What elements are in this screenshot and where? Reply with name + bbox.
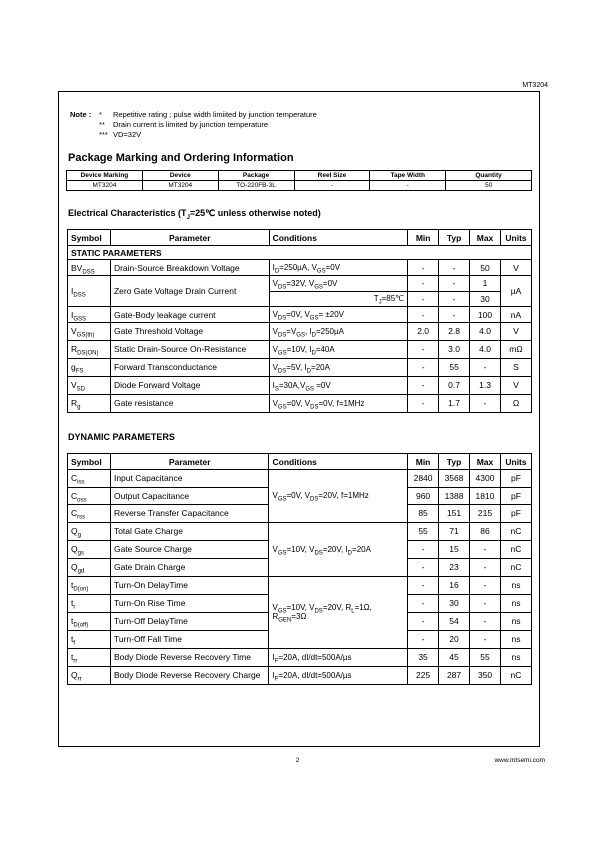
typ-cell: 1.7 [439,394,470,412]
unit-cell: µA [501,276,532,307]
dynamic-section-title: DYNAMIC PARAMETERS [68,432,175,442]
electrical-section-title: Electrical Characteristics ($T_J=25℃$ unless otherwise noted) [68,208,321,221]
max-cell: - [470,612,501,630]
table-row [68,307,532,323]
unit-cell: nC [500,558,531,576]
parameter-cell: Body Diode Reverse Recovery Time [110,648,269,666]
min-cell: 85 [408,505,439,523]
table-row [68,376,532,394]
parameter-cell: Body Diode Reverse Recovery Charge [110,666,269,684]
notes-block [70,110,317,140]
table-header-row [68,230,532,246]
symbol-cell: $I_{GSS}$ [68,307,111,323]
max-cell: 1.3 [470,376,501,394]
symbol-cell: $C_{rss}$ [68,505,111,523]
section-row [68,246,532,260]
typ-cell: 0.7 [439,376,470,394]
unit-cell: V [501,260,532,276]
col-header: Parameter [110,230,269,246]
conditions-cell: $I_F=20A$, dI/dt=500A/µs [269,666,408,684]
symbol-cell: $t_{D(on)}$ [68,576,111,594]
min-cell: - [408,630,439,648]
min-cell: 225 [408,666,439,684]
min-cell: - [408,558,439,576]
table-row [68,522,532,540]
typ-cell: 23 [439,558,470,576]
typ-cell: 3.0 [439,340,470,358]
parameter-cell: Gate Threshold Voltage [110,323,269,341]
symbol-cell: $R_{DS(ON)}$ [68,340,111,358]
col-header: Units [500,454,531,470]
max-cell: - [470,576,501,594]
min-cell: - [408,594,439,612]
typ-cell: 30 [439,594,470,612]
unit-cell: nC [500,540,531,558]
unit-cell: ns [500,612,531,630]
typ-cell: 20 [439,630,470,648]
max-cell: 30 [470,291,501,307]
conditions-cell: $I_F=20A$, dI/dt=500A/µs [269,648,408,666]
page-number: 2 [295,757,300,764]
conditions-cell: $V_{GS}=10V$, $I_D=40A$ [269,340,408,358]
typ-cell: - [439,276,470,292]
typ-cell: - [439,291,470,307]
unit-cell: V [501,323,532,341]
header-part-number: MT3204 [522,82,548,89]
symbol-cell: $t_r$ [68,594,111,612]
max-cell: 1810 [470,487,501,505]
col-header: Symbol [68,454,111,470]
unit-cell: ns [500,648,531,666]
table-row [68,666,532,684]
col-header: Conditions [269,454,408,470]
symbol-cell: $R_g$ [68,394,111,412]
min-cell: - [408,260,439,276]
parameter-cell: Reverse Transfer Capacitance [110,505,269,523]
note-text: VD=32V [113,130,142,139]
symbol-cell: $C_{iss}$ [68,470,111,488]
table-row [68,276,532,292]
unit-cell: ns [500,630,531,648]
col-header: Tape Width [370,171,446,181]
max-cell: - [470,594,501,612]
unit-cell: ns [500,594,531,612]
unit-cell: ns [500,576,531,594]
symbol-cell: $Q_g$ [68,522,111,540]
parameter-cell: Total Gate Charge [110,522,269,540]
electrical-table [67,229,532,413]
parameter-cell: Gate resistance [110,394,269,412]
table-cell: - [370,181,446,191]
parameter-cell: Diode Forward Voltage [110,376,269,394]
unit-cell: nC [500,522,531,540]
col-header: Device Marking [67,171,143,181]
col-header: Max [470,230,501,246]
typ-cell: 1388 [439,487,470,505]
parameter-cell: Output Capacitance [110,487,269,505]
unit-cell: nC [500,666,531,684]
symbol-cell: $t_{rr}$ [68,648,111,666]
conditions-cell: $V_{DS}=0V$, $V_{GS}= \pm 20V$ [269,307,408,323]
symbol-cell: $Q_{gd}$ [68,558,111,576]
note-mark: ** [99,120,105,129]
typ-cell: 45 [439,648,470,666]
table-row [68,323,532,341]
table-cell: - [294,181,370,191]
conditions-cell: $V_{GS}=10V$, $V_{DS}=20V$, $I_D=20A$ [269,522,408,576]
table-row [68,394,532,412]
tj-condition-cell: $T_J=85℃$ [269,291,408,307]
table-row [68,340,532,358]
table-row [68,260,532,276]
min-cell: - [408,376,439,394]
table-row [68,576,532,594]
parameter-cell: Forward Transconductance [110,358,269,376]
ordering-table [66,170,532,191]
conditions-cell: $V_{DS}=32V$, $V_{GS}=0V$ [269,276,408,292]
table-row [68,358,532,376]
max-cell: 100 [470,307,501,323]
parameter-cell: Turn-Off DelayTime [110,612,269,630]
unit-cell: pF [500,470,531,488]
table-cell: TO-220FB-3L [218,181,294,191]
conditions-cell: $V_{GS}=0V$, $V_{DS}=0V$, f=1MHz [269,394,408,412]
unit-cell: nA [501,307,532,323]
max-cell: - [470,358,501,376]
typ-cell: 16 [439,576,470,594]
note-mark: * [99,110,102,119]
package-section-title: Package Marking and Ordering Information [68,152,294,164]
typ-cell: 55 [439,358,470,376]
min-cell: - [408,307,439,323]
parameter-cell: Turn-On Rise Time [110,594,269,612]
ordering-header-row [67,171,532,181]
col-header: Quantity [446,171,532,181]
col-header: Typ [439,454,470,470]
ordering-row [67,181,532,191]
parameter-cell: Gate Drain Charge [110,558,269,576]
min-cell: 55 [408,522,439,540]
parameter-cell: Static Drain-Source On-Resistance [110,340,269,358]
typ-cell: 3568 [439,470,470,488]
col-header: Reel Size [294,171,370,181]
note-row [70,130,317,140]
parameter-cell: Zero Gate Voltage Drain Current [110,276,269,307]
conditions-cell: $V_{DS}=V_{GS}$, $I_D=250\mu A$ [269,323,408,341]
max-cell: 350 [470,666,501,684]
col-header: Units [501,230,532,246]
max-cell: - [470,394,501,412]
typ-cell: 151 [439,505,470,523]
parameter-cell: Drain-Source Breakdown Voltage [110,260,269,276]
symbol-cell: $BV_{DSS}$ [68,260,111,276]
max-cell: 86 [470,522,501,540]
symbol-cell: $V_{SD}$ [68,376,111,394]
min-cell: 35 [408,648,439,666]
typ-cell: 54 [439,612,470,630]
symbol-cell: $C_{oss}$ [68,487,111,505]
conditions-cell: $V_{DS}=5V$, $I_D=20A$ [269,358,408,376]
note-text: Drain current is limited by junction temperature [113,120,269,129]
typ-cell: 2.8 [439,323,470,341]
unit-cell: V [501,376,532,394]
max-cell: - [470,540,501,558]
symbol-cell: $V_{GS(th)}$ [68,323,111,341]
typ-cell: 15 [439,540,470,558]
min-cell: 2840 [408,470,439,488]
typ-cell: 287 [439,666,470,684]
symbol-cell: $g_{FS}$ [68,358,111,376]
symbol-cell: $t_{D(off)}$ [68,612,111,630]
col-header: Symbol [68,230,111,246]
min-cell: 960 [408,487,439,505]
parameter-cell: Gate Source Charge [110,540,269,558]
parameter-cell: Turn-On DelayTime [110,576,269,594]
note-text: Repetitive rating ; pulse width limiited by junction temperature [113,110,317,119]
col-header: Min [408,230,439,246]
unit-cell: pF [500,487,531,505]
min-cell: - [408,291,439,307]
min-cell: - [408,612,439,630]
col-header: Package [218,171,294,181]
note-mark: *** [99,130,108,139]
min-cell: - [408,576,439,594]
min-cell: - [408,358,439,376]
table-cell: MT3204 [67,181,143,191]
parameter-cell: Input Capacitance [110,470,269,488]
symbol-cell: $t_f$ [68,630,111,648]
unit-cell: Ω [501,394,532,412]
footer-url: www.mtsemi.com [494,757,545,764]
col-header: Min [408,454,439,470]
col-header: Max [470,454,501,470]
parameter-cell: Turn-Off Fall Time [110,630,269,648]
min-cell: - [408,276,439,292]
max-cell: - [470,558,501,576]
max-cell: 50 [470,260,501,276]
conditions-cell: $V_{GS}=0V$, $V_{DS}=20V$, f=1MHz [269,470,408,523]
conditions-cell: $V_{GS}=10V$, $V_{DS}=20V$, $R_L=1\Omega$, $R_{GEN}=3\Omega$ [269,576,408,648]
max-cell: 4.0 [470,323,501,341]
min-cell: - [408,540,439,558]
unit-cell: mΩ [501,340,532,358]
typ-cell: - [439,260,470,276]
notes-label: Note : [70,110,92,119]
static-parameters-label: STATIC PARAMETERS [68,246,532,260]
conditions-cell: $I_D=250\mu A$, $V_{GS}=0V$ [269,260,408,276]
col-header: Typ [439,230,470,246]
conditions-cell: $I_S=30A,V_{GS} =0V$ [269,376,408,394]
col-header: Device [142,171,218,181]
min-cell: - [408,394,439,412]
col-header: Parameter [110,454,269,470]
col-header: Conditions [269,230,408,246]
max-cell: 55 [470,648,501,666]
max-cell: 4300 [470,470,501,488]
symbol-cell: $Q_{gs}$ [68,540,111,558]
table-row [68,648,532,666]
parameter-cell: Gate-Body leakage current [110,307,269,323]
note-row [70,120,317,130]
table-row [68,470,532,488]
table-cell: 50 [446,181,532,191]
unit-cell: pF [500,505,531,523]
typ-cell: 71 [439,522,470,540]
max-cell: 1 [470,276,501,292]
max-cell: 4.0 [470,340,501,358]
table-cell: MT3204 [142,181,218,191]
max-cell: 215 [470,505,501,523]
note-row [70,110,317,120]
unit-cell: S [501,358,532,376]
min-cell: - [408,340,439,358]
symbol-cell: $I_{DSS}$ [68,276,111,307]
max-cell: - [470,630,501,648]
min-cell: 2.0 [408,323,439,341]
symbol-cell: $Q_{rr}$ [68,666,111,684]
typ-cell: - [439,307,470,323]
table-header-row [68,454,532,470]
dynamic-table [67,453,532,685]
